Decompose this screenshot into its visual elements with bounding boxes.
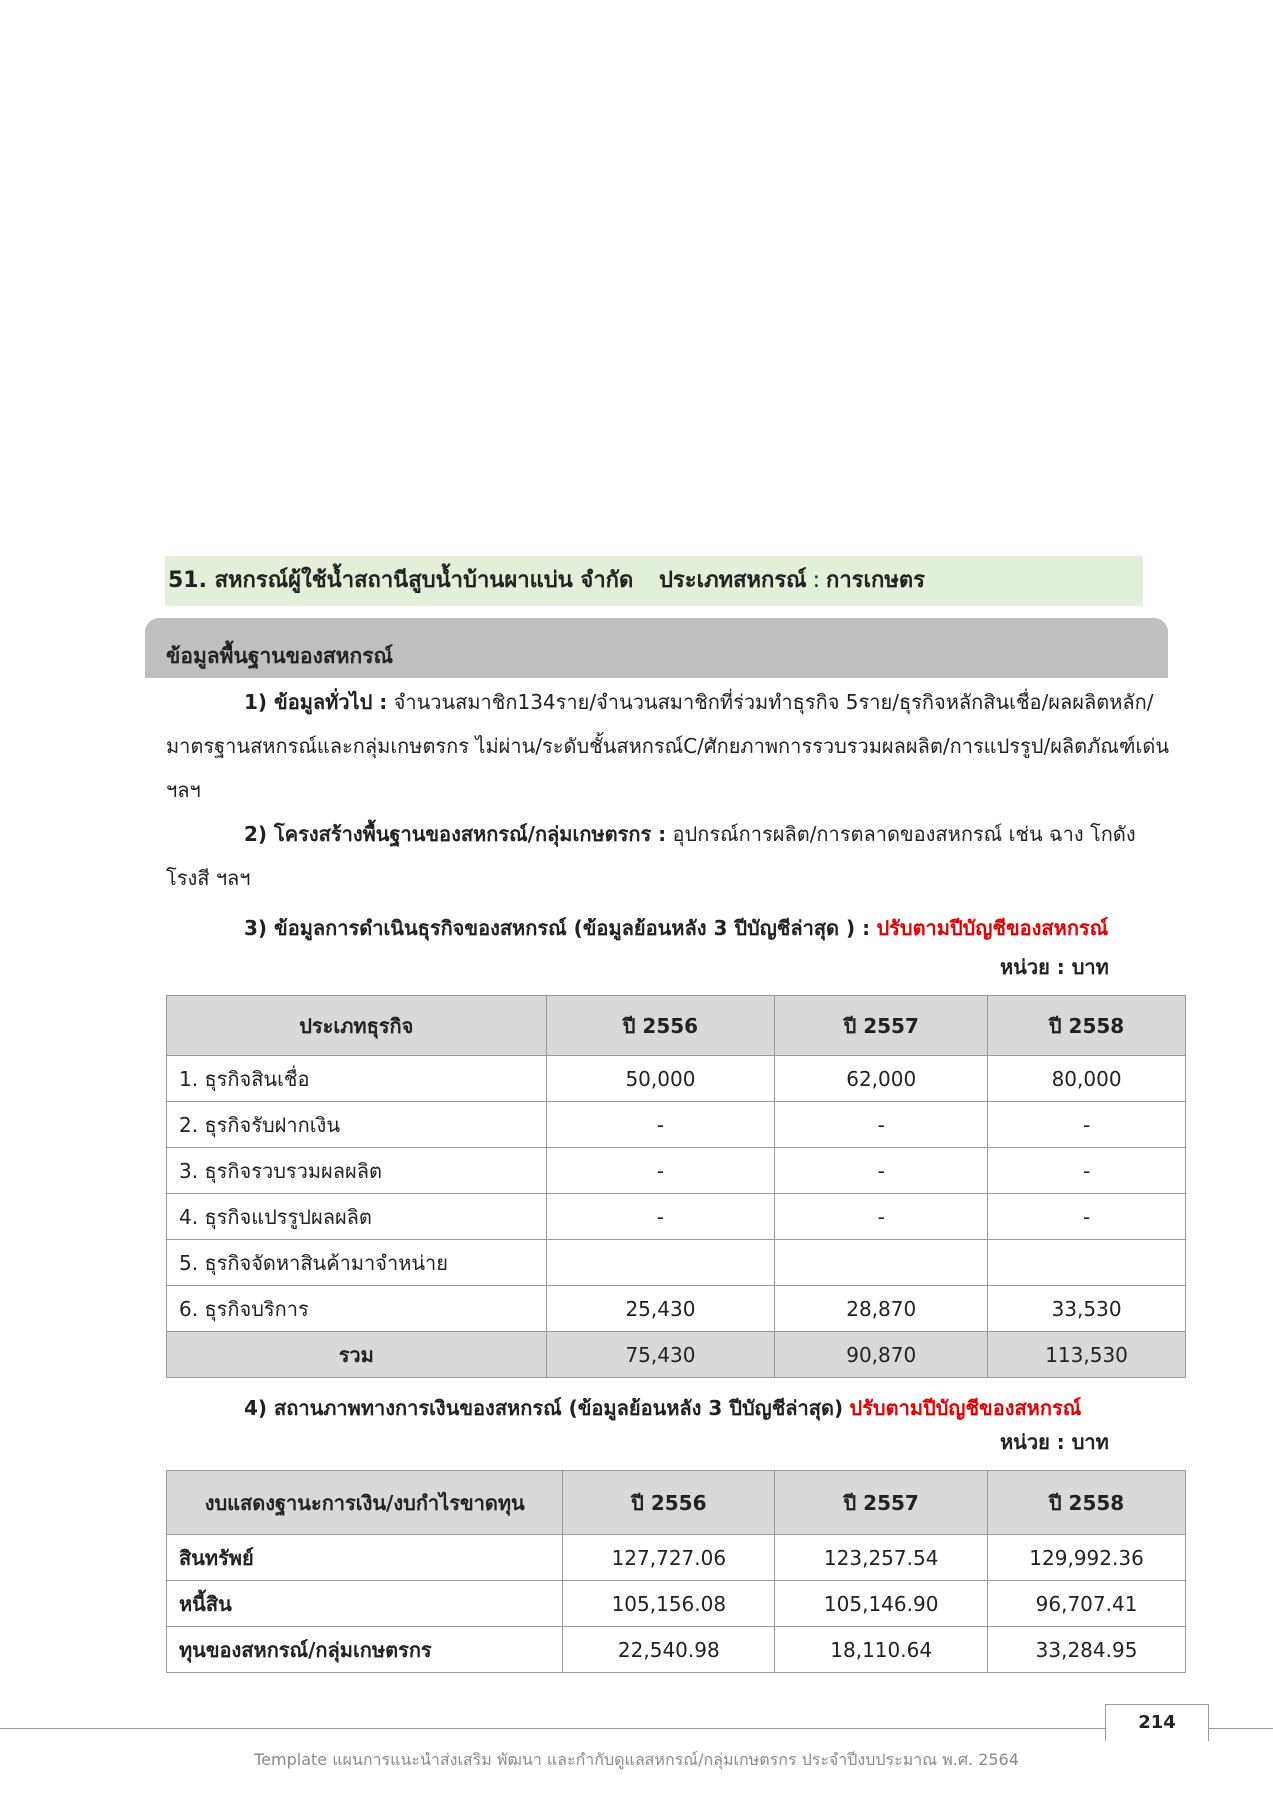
table-row xyxy=(167,1148,1186,1194)
cell-value: 62,000 xyxy=(775,1056,988,1102)
column-header: ปี 2558 xyxy=(988,1471,1186,1535)
cell-value: 105,156.08 xyxy=(563,1581,775,1627)
footer-divider xyxy=(0,1728,1273,1729)
table-row xyxy=(167,1627,1186,1673)
table-row xyxy=(167,1056,1186,1102)
cell-value: 80,000 xyxy=(988,1056,1186,1102)
cell-value: 50,000 xyxy=(546,1056,775,1102)
cell-value: - xyxy=(775,1194,988,1240)
table-row xyxy=(167,1535,1186,1581)
row-label: สินทรัพย์ xyxy=(167,1535,563,1581)
column-header: ประเภทธุรกิจ xyxy=(167,996,547,1056)
cell-value xyxy=(546,1240,775,1286)
column-header: ปี 2556 xyxy=(563,1471,775,1535)
cell-value: 28,870 xyxy=(775,1286,988,1332)
financial-status-note: ปรับตามปีบัญชีของสหกรณ์ xyxy=(849,1396,1082,1420)
cell-value: 129,992.36 xyxy=(988,1535,1186,1581)
cell-value: - xyxy=(775,1102,988,1148)
cell-value: 96,707.41 xyxy=(988,1581,1186,1627)
coop-type-label: ประเภทสหกรณ์ xyxy=(658,568,807,593)
row-label: 5. ธุรกิจจัดหาสินค้ามาจำหน่าย xyxy=(167,1240,547,1286)
cell-value: 25,430 xyxy=(546,1286,775,1332)
cell-value: 123,257.54 xyxy=(775,1535,988,1581)
table-row xyxy=(167,1194,1186,1240)
total-value: 75,430 xyxy=(546,1332,775,1378)
row-label: 4. ธุรกิจแปรรูปผลผลิต xyxy=(167,1194,547,1240)
table-row xyxy=(167,1240,1186,1286)
business-info-heading xyxy=(244,906,1184,950)
table-row xyxy=(167,1102,1186,1148)
cell-value: 22,540.98 xyxy=(563,1627,775,1673)
total-value: 90,870 xyxy=(775,1332,988,1378)
cell-value: 18,110.64 xyxy=(775,1627,988,1673)
footer-text: Template แผนการแนะนำส่งเสริม พัฒนา และกำกับดูแลสหกรณ์/กลุ่มเกษตรกร ประจำปีงบประมาณ พ.ศ. 2564 xyxy=(254,1750,1019,1769)
infrastructure-text: อุปกรณ์การผลิต/การตลาดของสหกรณ์ เช่น ฉาง โกดัง โรงสี ฯลฯ xyxy=(166,822,1136,890)
column-header: งบแสดงฐานะการเงิน/งบกำไรขาดทุน xyxy=(167,1471,563,1535)
page-number: 214 xyxy=(1105,1704,1209,1741)
cell-value: - xyxy=(546,1102,775,1148)
coop-name: 51. สหกรณ์ผู้ใช้น้ำสถานีสูบน้ำบ้านผาแบ่น จำกัด xyxy=(168,568,634,593)
cell-value: - xyxy=(988,1194,1186,1240)
page-title xyxy=(168,562,925,597)
total-row xyxy=(167,1332,1186,1378)
total-label: รวม xyxy=(167,1332,547,1378)
table-header-row xyxy=(167,996,1186,1056)
general-info-paragraph xyxy=(166,680,1171,812)
section-heading: ข้อมูลพื้นฐานของสหกรณ์ xyxy=(166,644,393,668)
general-info-label: 1) ข้อมูลทั่วไป : xyxy=(244,690,388,714)
cell-value xyxy=(988,1240,1186,1286)
cell-value: 105,146.90 xyxy=(775,1581,988,1627)
business-info-note: ปรับตามปีบัญชีของสหกรณ์ xyxy=(876,916,1109,940)
cell-value: 127,727.06 xyxy=(563,1535,775,1581)
title-colon: : xyxy=(812,568,820,593)
finance-table xyxy=(166,1470,1186,1673)
unit-label-business: หน่วย : บาท xyxy=(1000,955,1109,979)
table-row xyxy=(167,1286,1186,1332)
row-label: 6. ธุรกิจบริการ xyxy=(167,1286,547,1332)
infrastructure-paragraph xyxy=(166,812,1171,900)
cell-value: 33,284.95 xyxy=(988,1627,1186,1673)
total-value: 113,530 xyxy=(988,1332,1186,1378)
cell-value: - xyxy=(546,1194,775,1240)
row-label: 3. ธุรกิจรวบรวมผลผลิต xyxy=(167,1148,547,1194)
general-info-text: จำนวนสมาชิก134ราย/จำนวนสมาชิกที่ร่วมทำธุรกิจ 5ราย/ธุรกิจหลักสินเชื่อ/ผลผลิตหลัก/มาตรฐานสหกรณ์และกลุ่มเกษตรกร ไม่ผ่าน/ระดับชั้นสหกรณ์C/ศักยภาพการรวบรวมผลผลิต/การแปรรูป/ผลิตภัณฑ์เด่น ฯลฯ xyxy=(166,690,1169,802)
infrastructure-label: 2) โครงสร้างพื้นฐานของสหกรณ์/กลุ่มเกษตรกร : xyxy=(244,822,667,846)
row-label: 2. ธุรกิจรับฝากเงิน xyxy=(167,1102,547,1148)
cell-value xyxy=(775,1240,988,1286)
column-header: ปี 2557 xyxy=(775,1471,988,1535)
column-header: ปี 2558 xyxy=(988,996,1186,1056)
row-label: ทุนของสหกรณ์/กลุ่มเกษตรกร xyxy=(167,1627,563,1673)
cell-value: 33,530 xyxy=(988,1286,1186,1332)
financial-status-heading xyxy=(244,1386,1184,1430)
business-table xyxy=(166,995,1186,1378)
row-label: หนี้สิน xyxy=(167,1581,563,1627)
table-row xyxy=(167,1581,1186,1627)
column-header: ปี 2556 xyxy=(546,996,775,1056)
coop-type-value: การเกษตร xyxy=(826,568,925,593)
cell-value: - xyxy=(988,1148,1186,1194)
cell-value: - xyxy=(988,1102,1186,1148)
row-label: 1. ธุรกิจสินเชื่อ xyxy=(167,1056,547,1102)
business-info-label: 3) ข้อมูลการดำเนินธุรกิจของสหกรณ์ (ข้อมูลย้อนหลัง 3 ปีบัญชีล่าสุด ) : xyxy=(244,916,871,940)
financial-status-label: 4) สถานภาพทางการเงินของสหกรณ์ (ข้อมูลย้อนหลัง 3 ปีบัญชีล่าสุด) xyxy=(244,1396,844,1420)
cell-value: - xyxy=(775,1148,988,1194)
table-header-row xyxy=(167,1471,1186,1535)
unit-label-finance: หน่วย : บาท xyxy=(1000,1430,1109,1454)
column-header: ปี 2557 xyxy=(775,996,988,1056)
cell-value: - xyxy=(546,1148,775,1194)
